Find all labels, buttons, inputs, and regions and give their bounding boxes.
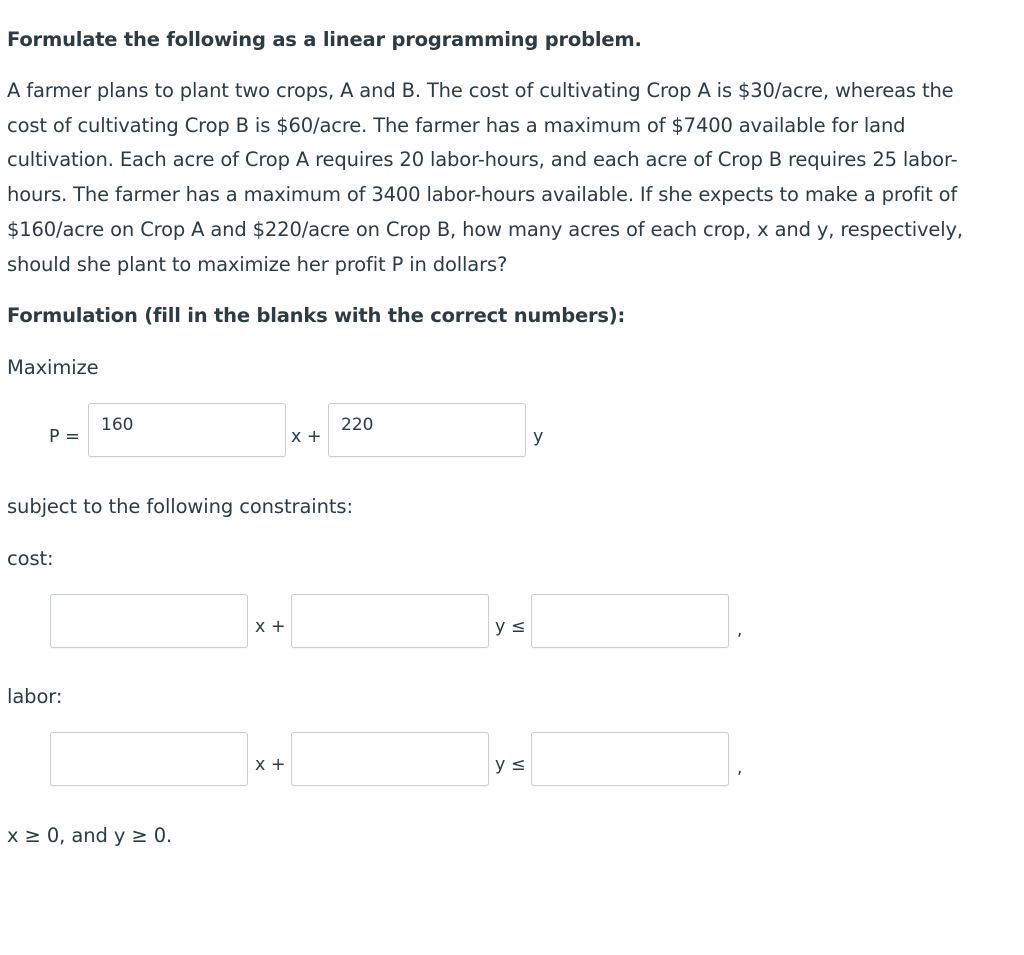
objective-y-coefficient-input[interactable] bbox=[328, 403, 526, 457]
y-leq-text: y ≤ bbox=[495, 755, 526, 775]
cost-label: cost: bbox=[7, 547, 54, 570]
maximize-label: Maximize bbox=[7, 356, 99, 379]
objective-x-coefficient-input[interactable] bbox=[88, 403, 286, 457]
y-variable-text: y bbox=[533, 427, 544, 447]
objective-row bbox=[7, 403, 1017, 459]
labor-label: labor: bbox=[7, 685, 63, 708]
objective-x-coefficient-value: 160 bbox=[101, 415, 134, 435]
x-plus-text: x + bbox=[255, 755, 286, 775]
problem-line: should she plant to maximize her profit P in dollars? bbox=[7, 252, 508, 276]
cost-constraint-row bbox=[7, 594, 1017, 650]
x-plus-text: x + bbox=[255, 617, 286, 637]
comma-text: , bbox=[737, 620, 743, 640]
constraints-intro: subject to the following constraints: bbox=[7, 495, 353, 518]
labor-rhs-input[interactable] bbox=[531, 732, 729, 786]
objective-y-coefficient-value: 220 bbox=[341, 415, 374, 435]
problem-line: A farmer plans to plant two crops, A and B. The cost of cultivating Crop A is $30/acre, whereas the bbox=[7, 79, 954, 102]
cost-rhs-input[interactable] bbox=[531, 594, 729, 648]
problem-line: hours. The farmer has a maximum of 3400 labor-hours available. If she expects to make a profit of bbox=[7, 183, 958, 207]
labor-constraint-row bbox=[7, 732, 1017, 788]
problem-statement bbox=[7, 74, 1012, 282]
problem-line: cost of cultivating Crop B is $60/acre. The farmer has a maximum of $7400 available for land bbox=[7, 113, 906, 137]
formulation-heading: Formulation (fill in the blanks with the correct numbers): bbox=[7, 304, 626, 327]
nonnegativity-text: x ≥ 0, and y ≥ 0. bbox=[7, 824, 173, 847]
question-heading: Formulate the following as a linear programming problem. bbox=[7, 28, 642, 51]
problem-line: cultivation. Each acre of Crop A requires 20 labor-hours, and each acre of Crop B requires 25 labor- bbox=[7, 148, 958, 172]
p-equals-text: P = bbox=[49, 427, 80, 447]
comma-text: , bbox=[737, 758, 743, 778]
x-plus-text: x + bbox=[291, 427, 322, 447]
labor-y-coefficient-input[interactable] bbox=[291, 732, 489, 786]
labor-x-coefficient-input[interactable] bbox=[50, 732, 248, 786]
y-leq-text: y ≤ bbox=[495, 617, 526, 637]
cost-x-coefficient-input[interactable] bbox=[50, 594, 248, 648]
problem-line: $160/acre on Crop A and $220/acre on Crop B, how many acres of each crop, x and y, respectively, bbox=[7, 217, 963, 241]
cost-y-coefficient-input[interactable] bbox=[291, 594, 489, 648]
